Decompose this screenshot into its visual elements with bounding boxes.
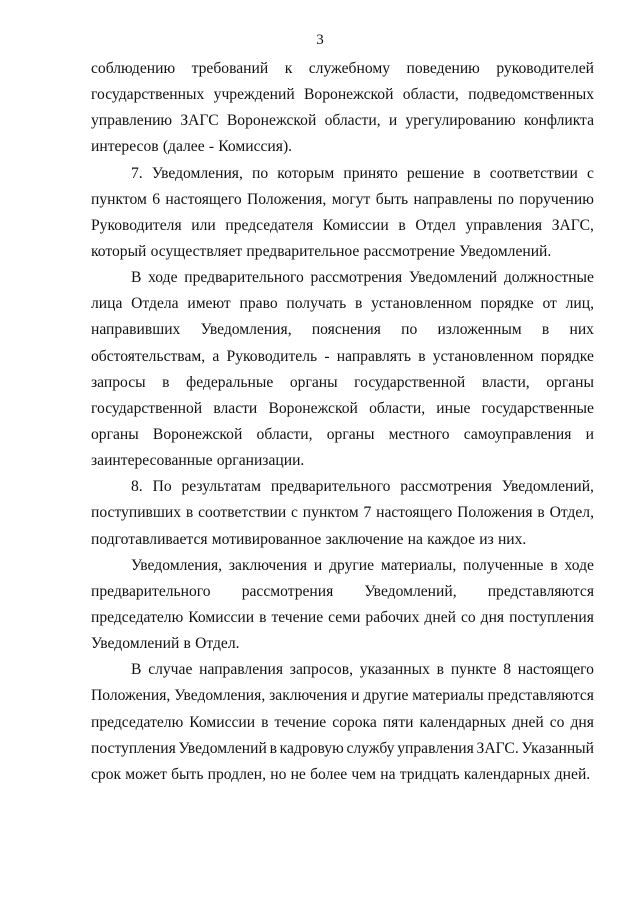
word: результатам (181, 478, 261, 496)
word: Воронежской (268, 399, 358, 417)
word: установленном (432, 347, 534, 365)
word: поведению (406, 60, 480, 77)
word: урегулированию (405, 112, 516, 130)
text-line (91, 213, 594, 239)
text-line (91, 736, 594, 762)
word: пунктом (91, 190, 147, 208)
word: семи (328, 608, 361, 626)
word: поступивших (91, 504, 182, 522)
word: календарных (419, 713, 507, 731)
word: поступления (91, 739, 176, 757)
word: Отдел. (195, 635, 240, 653)
word: дня (480, 608, 505, 626)
text-line (91, 187, 594, 213)
word: представляются (487, 687, 594, 705)
word: Уведомлений, (364, 582, 457, 600)
text-line (91, 344, 594, 370)
word: Уведомления, (200, 321, 292, 339)
word: Положения (457, 504, 533, 522)
word: быть (375, 190, 409, 208)
word: дней (424, 608, 456, 626)
word: предварительное (246, 242, 360, 260)
word: запросы (91, 373, 146, 391)
text-line (91, 527, 594, 553)
text-line (91, 631, 594, 657)
word: тридцать (399, 765, 460, 783)
word: власти, (481, 373, 530, 391)
word: (далее (162, 138, 205, 156)
word: пяти (382, 713, 414, 731)
word: государственные (481, 399, 594, 417)
word: по (497, 190, 514, 208)
word: или (191, 216, 216, 234)
word: 6 (152, 190, 161, 208)
word: в (162, 373, 170, 391)
word: Комиссии (189, 713, 256, 731)
word: в (541, 321, 550, 339)
word: 8 (503, 661, 511, 679)
word: Воронежской (226, 112, 317, 130)
word: на (407, 530, 423, 548)
word: служебному (308, 60, 390, 77)
word: настоящего (376, 504, 453, 522)
text-line (91, 370, 594, 396)
word: них (569, 321, 594, 339)
word: более (310, 765, 348, 783)
word: со (549, 713, 565, 731)
word: Отдела (131, 295, 179, 313)
word: в (183, 635, 191, 653)
word: органы (91, 425, 139, 443)
page-number: 3 (316, 32, 324, 48)
word: который (91, 242, 147, 260)
word: направивших (91, 321, 181, 339)
word: срок (91, 765, 122, 783)
word: материалы, (380, 556, 457, 574)
word: настоящего (165, 190, 242, 208)
word: кадровую (279, 739, 344, 757)
word: местного (388, 425, 450, 443)
text-line (91, 474, 594, 500)
text-line (91, 605, 594, 631)
word: с (291, 504, 298, 522)
text-line (91, 448, 594, 474)
word: в (261, 713, 269, 731)
word: Уведомления, (174, 687, 266, 705)
word: от (542, 295, 557, 313)
word: изложенным (437, 321, 522, 339)
word: право (239, 295, 278, 313)
word: руководителей (496, 60, 594, 77)
word: в (354, 295, 363, 313)
text-line (91, 683, 594, 709)
word: 7 (363, 504, 372, 522)
word: обстоятельствам, (91, 347, 206, 365)
word: органы (546, 373, 594, 391)
word: конфликта (523, 112, 594, 130)
word: Руководителя (91, 216, 182, 234)
word: соответствии (489, 164, 578, 182)
word: В (131, 269, 142, 287)
word: поручению (519, 190, 594, 208)
word: ЗАГС. (476, 739, 519, 757)
word: требований (191, 60, 269, 77)
word: Отдел, (549, 504, 594, 522)
word: к (284, 60, 293, 77)
word: календарных (463, 765, 551, 783)
word: Указанный (521, 739, 594, 757)
word: решение (406, 164, 465, 182)
word: запросов, (289, 661, 353, 679)
word: пункте (450, 661, 497, 679)
text-line (91, 265, 594, 291)
word: на (380, 765, 396, 783)
word: Комиссия). (218, 138, 293, 156)
word: продлен, (207, 765, 267, 783)
word: управления (397, 739, 474, 757)
text-line (91, 108, 594, 134)
word: течение (271, 608, 324, 626)
word: дней. (554, 765, 591, 783)
word: принято (343, 164, 398, 182)
word: ЗАГС, (551, 216, 594, 234)
word: рассмотрения (400, 478, 492, 496)
word: государственной (354, 373, 466, 391)
word: федеральные (186, 373, 274, 391)
word: в (436, 661, 445, 679)
word: может (125, 765, 167, 783)
word: но (270, 765, 287, 783)
word: рассмотрения (241, 582, 334, 600)
word: Уведомлений. (459, 242, 552, 260)
word: государственной (91, 399, 203, 417)
word: заключения (228, 556, 308, 574)
word: управлению (91, 112, 173, 130)
word: каждое (427, 530, 476, 548)
word: и (351, 687, 360, 705)
word: по (401, 321, 418, 339)
word: а (212, 347, 220, 365)
word: заключение (325, 530, 404, 548)
word: имеют (187, 295, 231, 313)
word: направлены (413, 190, 493, 208)
text-line (91, 710, 594, 736)
word: в (537, 504, 545, 522)
word: направления (199, 661, 284, 679)
word: области, (369, 399, 426, 417)
word: По (152, 478, 172, 496)
word: и (585, 425, 594, 443)
word: чем (351, 765, 377, 783)
word: указанных (359, 661, 430, 679)
word: заключения (269, 687, 348, 705)
word: председателю (91, 608, 184, 626)
word: из (479, 530, 494, 548)
text-line (91, 396, 594, 422)
word: должностные (503, 269, 594, 287)
word: осуществляет (150, 242, 243, 260)
word: области, (402, 86, 459, 104)
word: полученные (463, 556, 544, 574)
paragraph (91, 161, 594, 266)
word: Отдел (415, 216, 456, 234)
word: материалы (412, 687, 484, 705)
word: соблюдению (91, 60, 176, 77)
word: в (185, 504, 194, 522)
word: лица (91, 295, 123, 313)
word: учреждений (213, 86, 295, 104)
word: Уведомления, (131, 556, 223, 574)
text-line (91, 657, 594, 683)
document-body (91, 56, 594, 788)
word: другие (363, 687, 409, 705)
text-line (91, 762, 594, 788)
word: получать (286, 295, 347, 313)
word: Уведомления, (151, 164, 243, 182)
word: в (398, 216, 406, 234)
word: дня (570, 713, 594, 731)
word: пунктом (302, 504, 359, 522)
word: Руководитель (226, 347, 318, 365)
word: рассмотрение (363, 242, 455, 260)
word: другие (329, 556, 375, 574)
word: Положения, (247, 190, 327, 208)
word: течение (274, 713, 327, 731)
paragraph (91, 474, 594, 552)
word: порядке (540, 347, 594, 365)
word: со (460, 608, 476, 626)
word: рабочих (365, 608, 420, 626)
word: и (388, 112, 398, 130)
word: них. (497, 530, 527, 548)
text-line (91, 291, 594, 317)
word: заинтересованные (91, 452, 213, 470)
word: в (550, 556, 558, 574)
word: Положения, (91, 687, 171, 705)
word: 8. (131, 478, 143, 496)
word: представляются (487, 582, 594, 600)
word: предварительного (91, 582, 211, 600)
word: интересов (91, 138, 159, 156)
word: Уведомлений, (501, 478, 594, 496)
word: Воронежской (304, 86, 394, 104)
word: с (587, 164, 594, 182)
word: в (473, 164, 481, 182)
word: мотивированное (211, 530, 322, 548)
word: которым (277, 164, 335, 182)
word: по (252, 164, 269, 182)
word: порядке (480, 295, 534, 313)
word: области, (256, 425, 313, 443)
text-line (91, 82, 594, 108)
word: в (269, 739, 277, 757)
text-line (91, 500, 594, 526)
word: ЗАГС (180, 112, 219, 130)
word: Комиссии (322, 216, 389, 234)
word: области, (324, 112, 381, 130)
paragraph (91, 657, 594, 788)
word: органы (326, 425, 375, 443)
text-line (91, 553, 594, 579)
text-line (91, 422, 594, 448)
word: ходе (564, 556, 594, 574)
word: в (259, 608, 267, 626)
word: Комиссии (188, 608, 255, 626)
word: управления (465, 216, 543, 234)
word: предварительного (270, 478, 391, 496)
word: направлять (336, 347, 411, 365)
word: настоящего (517, 661, 594, 679)
word: быть (171, 765, 204, 783)
word: - (324, 347, 330, 365)
word: ходе (148, 269, 178, 287)
word: председателю (91, 713, 184, 731)
word: органы (289, 373, 338, 391)
paragraph (91, 553, 594, 658)
word: - (208, 138, 215, 156)
word: дней (512, 713, 544, 731)
word: и (313, 556, 323, 574)
paragraph (91, 56, 594, 161)
text-line (91, 579, 594, 605)
word: лиц, (565, 295, 594, 313)
word: в (418, 347, 426, 365)
word: председателя (225, 216, 314, 234)
text-line (91, 56, 594, 82)
word: организации. (216, 452, 305, 470)
text-line (91, 161, 594, 187)
word: пояснения (311, 321, 381, 339)
paragraph (91, 265, 594, 474)
word: В (131, 661, 142, 679)
word: установленном (371, 295, 472, 313)
word: 7. (131, 164, 143, 182)
text-line (91, 317, 594, 343)
word: иные (436, 399, 471, 417)
word: могут (331, 190, 371, 208)
word: поступления (509, 608, 594, 626)
word: предварительного (184, 269, 304, 287)
word: власти (213, 399, 258, 417)
word: Уведомлений (178, 739, 267, 757)
word: случае (148, 661, 193, 679)
word: службу (346, 739, 395, 757)
word: Уведомлений (408, 269, 498, 287)
word: государственных (91, 86, 205, 104)
text-line (91, 239, 594, 265)
word: сорока (332, 713, 377, 731)
word: рассмотрения (310, 269, 403, 287)
word: самоуправления (463, 425, 572, 443)
word: соответствии (198, 504, 287, 522)
word: подготавливается (91, 530, 208, 548)
text-line (91, 134, 594, 160)
word: Уведомлений (91, 635, 180, 653)
word: не (290, 765, 306, 783)
word: Воронежской (152, 425, 243, 443)
word: подведомственных (468, 86, 594, 104)
